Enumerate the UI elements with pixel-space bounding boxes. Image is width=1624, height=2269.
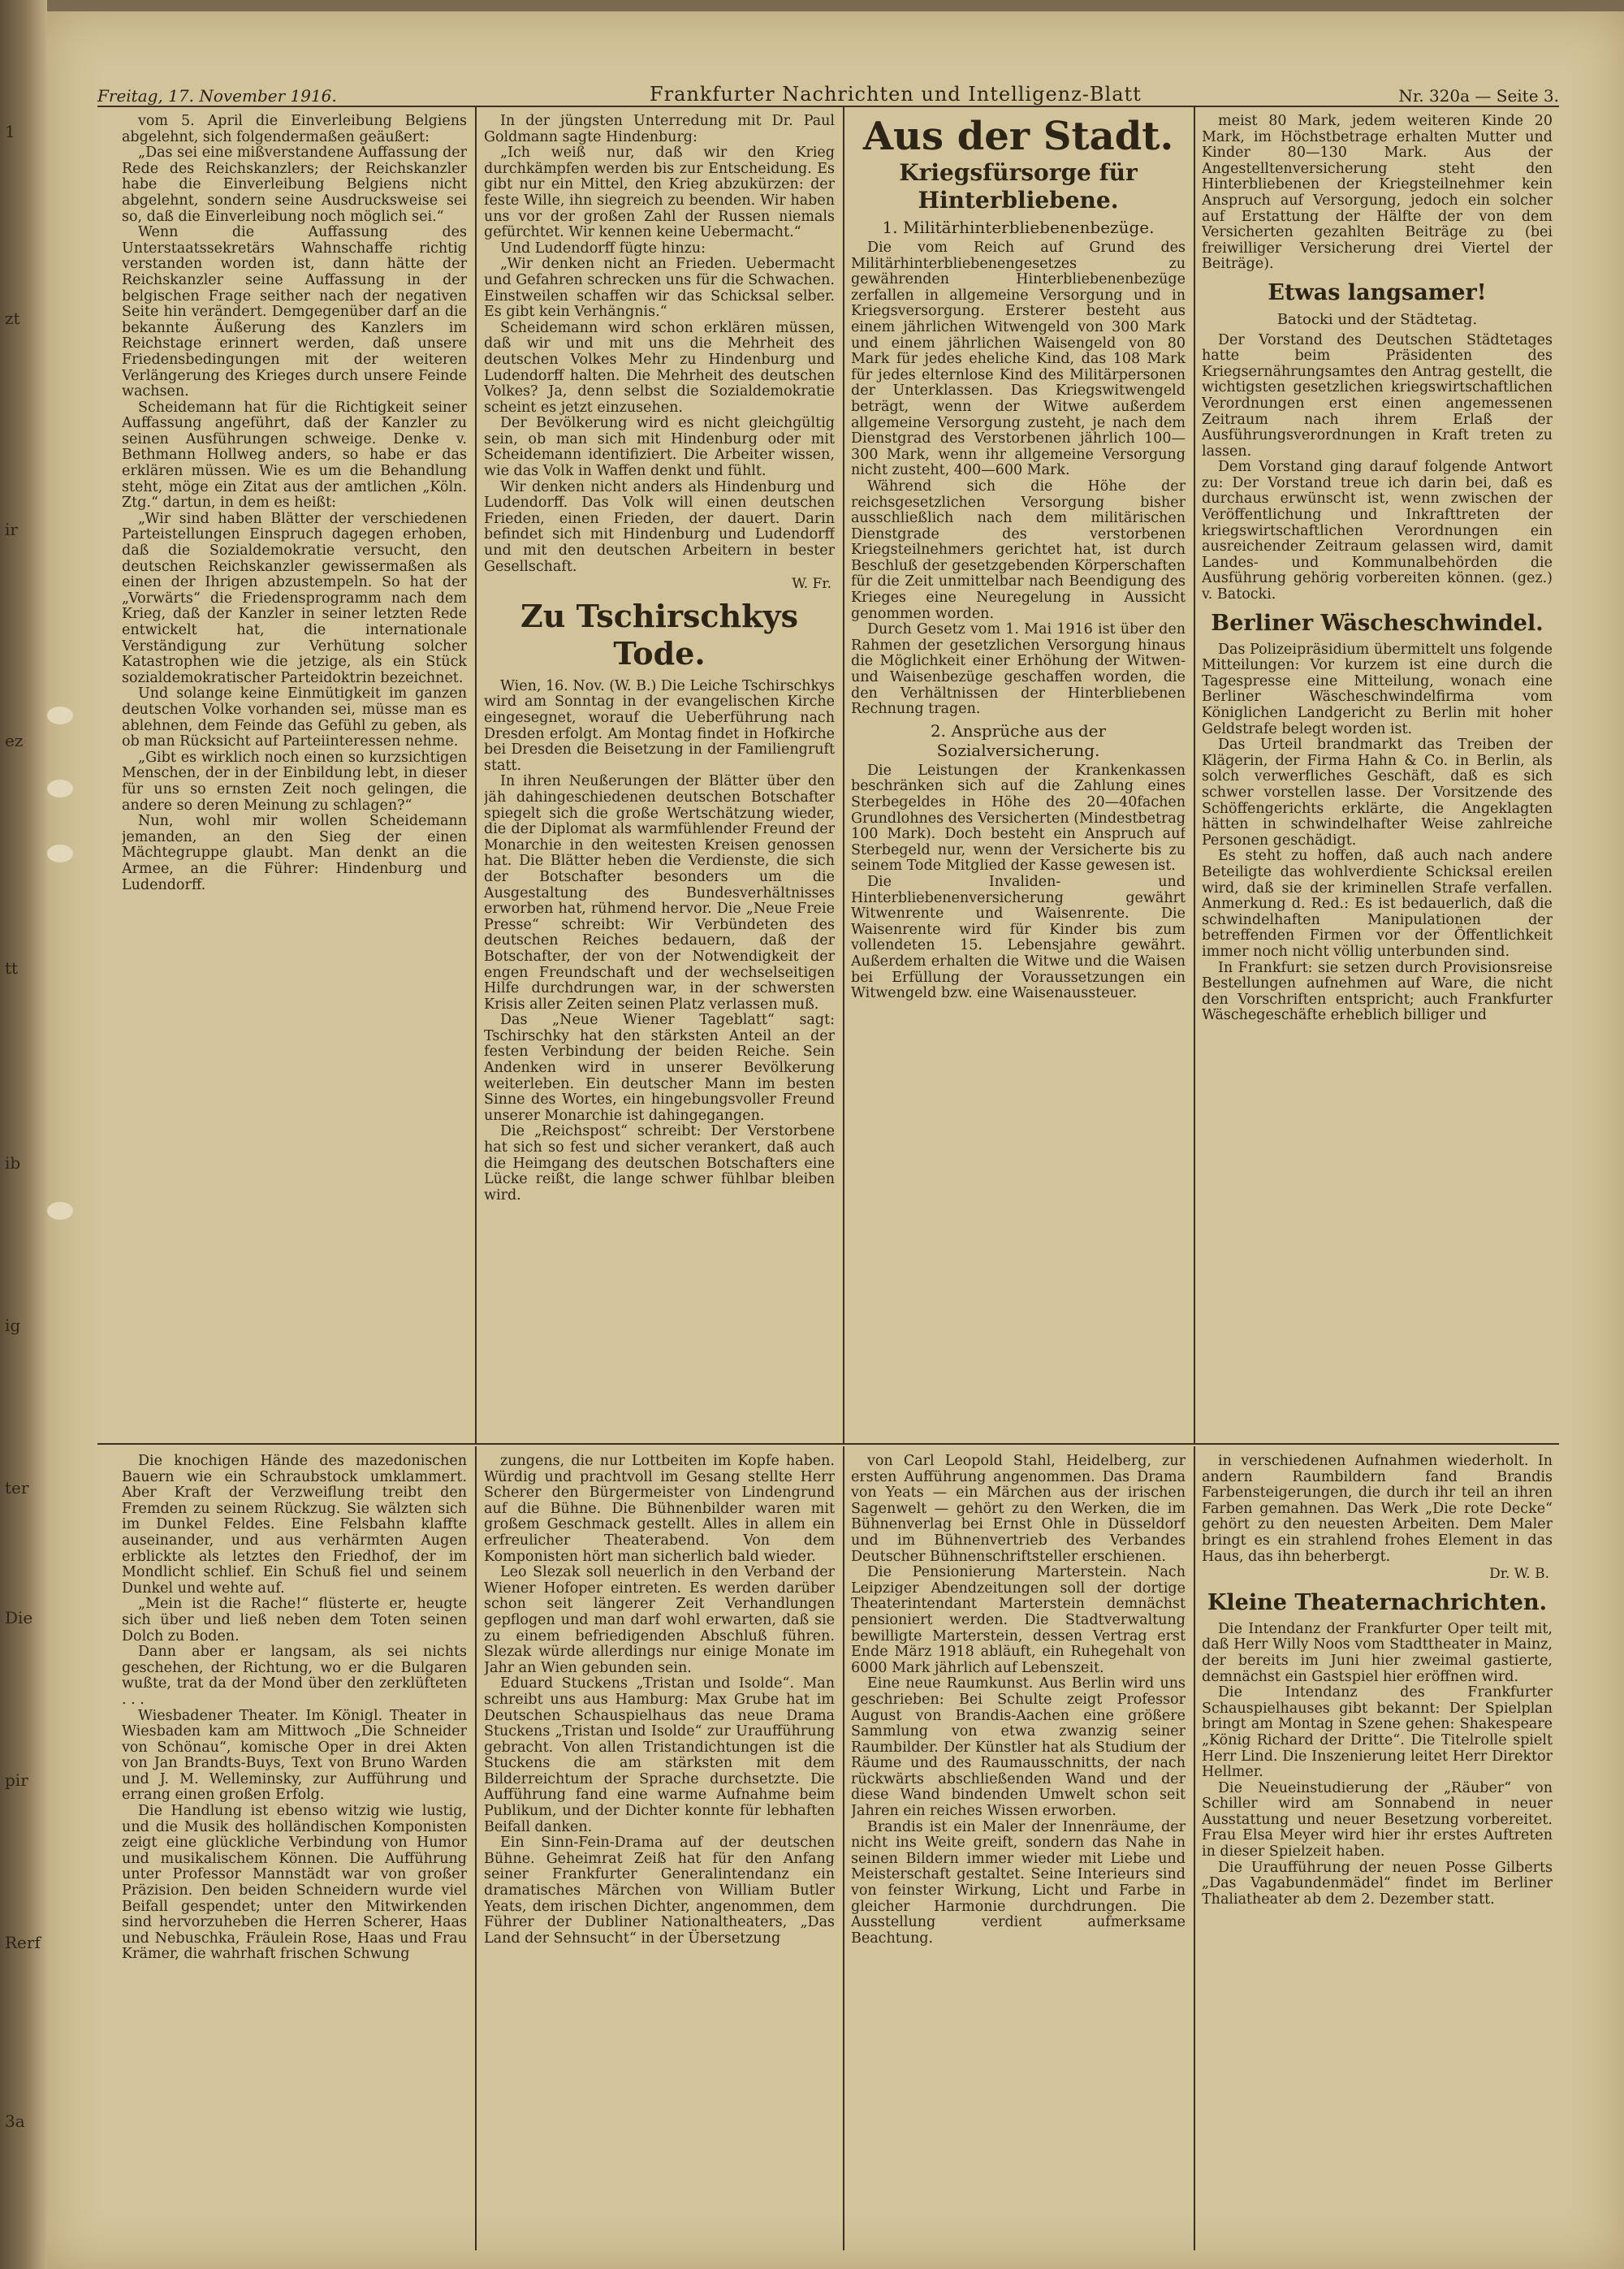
article-signature: Dr. W. B.	[1489, 1566, 1549, 1583]
header-page-number: Nr. 320a — Seite 3.	[1398, 86, 1559, 106]
paragraph: meist 80 Mark, jedem weiteren Kinde 20 Mark, im Höchstbetrage erhalten Mutter und Kinder 80—130 Mark. Aus der Angestelltenversicherung steht den Hinterbliebenen der Kriegsteilnehmer kein Anspruch auf Versorgung, jedoch ein solcher auf Erstattung der Hälfte der von dem Versicherten gezahlten Beiträge zu (bei freiwilliger Versicherung drei Viertel der Beiträge).	[1202, 114, 1553, 273]
paper-fold-mark	[47, 1202, 73, 1220]
paragraph: Die Pensionierung Marterstein. Nach Leipziger Abendzeitungen soll der dortige Theaterintendant Marterstein demnächst pensioniert werden. Die Stadtverwaltung bewilligte Marterstein, dessen Vertrag erst Ende März 1918 abläuft, ein Ruhegehalt von 6000 Mark jährlich auf Lebenszeit.	[851, 1564, 1186, 1676]
column-rule	[1194, 107, 1195, 1443]
article-signature: W. Fr.	[792, 576, 831, 593]
paragraph: Die knochigen Hände des mazedonischen Bauern wie ein Schraubstock umklammert. Aber Kraft der Verzweiflung treibt den Fremden zu seinem Rückzug. Sie wälzten sich im Dunkel Feldes. Eine Felsbahn klaffte auseinander, und aus verhärmten Augen erblickte als letztes den Friedhof, der im Mondlicht schlief. Ein Schuß fiel und seinem Dunkel und wehte auf.	[122, 1454, 467, 1597]
paragraph: in verschiedenen Aufnahmen wiederholt. In andern Raumbildern fand Brandis Farbensteigerungen, die durch ihr teil an ihren Farben gemahnen. Das Werk „Die rote Decke“ gehört zu den neuesten Arbeiten. Dem Maler bringt es ein strahlend frohes Element in das Haus, das ihn beherbergt.	[1202, 1454, 1553, 1565]
paragraph: Während sich die Höhe der reichsgesetzlichen Versorgung bisher ausschließlich nach dem militärischen Dienstgrade des verstorbenen Kriegsteilnehmers gerichtet hat, ist durch Beschluß der gesetzgebenden Körperschaften für die Zeit unmittelbar nach Beendigung des Krieges eine Neuregelung in Aussicht genommen worden.	[851, 478, 1186, 622]
paragraph: Das Urteil brandmarkt das Treiben der Klägerin, der Firma Hahn & Co. in Berlin, als solch verwerfliches Geschäft, daß es sich schwer vorstellen lasse. Der Vorsitzende des Schöffengerichts erklärte, die Angeklagten hätten in schwindelhafter Weise zahlreiche Personen geschädigt.	[1202, 737, 1553, 849]
paragraph: Die Intendanz der Frankfurter Oper teilt mit, daß Herr Willy Noos vom Stadttheater in Mainz, der bereits im Juni hier zweimal gastierte, demnächst ein Gastspiel hier eröffnen wird.	[1202, 1620, 1553, 1685]
paragraph: Wien, 16. Nov. (W. B.) Die Leiche Tschirschkys wird am Sonntag in der evangelischen Kirche eingesegnet, worauf die Ueberführung nach Dresden erfolgt. Am Montag findet in Hofkirche bei Dresden die Beisetzung in der Familiengruft statt.	[484, 677, 835, 774]
column-3	[851, 114, 1186, 1437]
paragraph: In ihren Neußerungen der Blätter über den jäh dahingeschiedenen deutschen Botschafter spiegelt sich die große Wertschätzung wieder, die der Diplomat als warmfühlender Freund der Monarchie in den weitesten Kreisen genossen hat. Die Blätter heben die Verdienste, die sich der Botschafter besonders um die Ausgestaltung des Bundesverhältnisses erworben hat, rühmend hervor. Die „Neue Freie Presse“ schreibt: Wir Verbündeten des deutschen Reiches bedauern, daß der Botschafter, der von der Notwendigkeit der engen Freundschaft und der wechselseitigen Hilfe durchdrungen war, in der schwersten Krisis aller Zeiten seinen Platz verlassen muß.	[484, 773, 835, 1013]
feuilleton-rule	[97, 1443, 1559, 1445]
paragraph: Das Polizeipräsidium übermittelt uns folgende Mitteilungen: Vor kurzem ist eine durch die Tagespresse eine Mitteilung, wonach eine Berliner Wäscheschwindelfirma vom Königlichen Landgericht zu Berlin mit hoher Geldstrafe belegt worden ist.	[1202, 641, 1553, 737]
subsection-heading: 2. Ansprüche aus der Sozialversicherung.	[930, 720, 1107, 760]
column-rule	[475, 107, 477, 1443]
paragraph: Die „Reichspost“ schreibt: Der Verstorbene hat sich so fest und sicher verankert, daß auch die Heimgang des deutschen Botschafters eine Lücke reißt, die lange schwer fühlbar bleiben wird.	[484, 1123, 835, 1204]
subsection-heading: 1. Militärhinterbliebenenbezüge.	[882, 218, 1155, 237]
paragraph: Nun, wohl mir wollen Scheidemann jemanden, an den Sieg der einen Mächtegruppe glaubt. Man denkt an die Armee, an die Führer: Hindenburg und Ludendorff.	[122, 813, 467, 893]
paper-fold-mark	[47, 845, 73, 862]
paragraph: Brandis ist ein Maler der Innenräume, der nicht ins Weite greift, sondern das Nahe in seinen Bildern immer wieder mit Liebe und Meisterschaft gestaltet. Seine Interieurs sind von feinster Wirkung, Licht und Farbe in gleicher Harmonie durchdrungen. Die Ausstellung verdient aufmerksame Beachtung.	[851, 1818, 1186, 1947]
article-headline: Kriegsfürsorge für Hinterbliebene.	[899, 159, 1138, 214]
paragraph: „Wir denken nicht an Frieden. Uebermacht und Gefahren schrecken uns für die Schwachen. Einstweilen schaffen wir das Schicksal selber. Es gibt kein Verhängnis.“	[484, 256, 835, 321]
article-headline: Etwas langsamer!	[1268, 279, 1487, 305]
paragraph: Die Uraufführung der neuen Posse Gilberts „Das Vagabundenmädel“ findet im Berliner Thaliatheater ab dem 2. Dezember statt.	[1202, 1859, 1553, 1908]
paragraph: Die Invaliden- und Hinterbliebenenversicherung gewährt Witwenrente und Waisenrente. Die Waisenrente wird für Kinder bis zum vollendeten 15. Lebensjahre gewährt. Außerdem erhalten die Witwe und die Waisen bei Erfüllung der Voraussetzungen ein Witwengeld bzw. eine Waisenaussteuer.	[851, 873, 1186, 1002]
paragraph: „Gibt es wirklich noch einen so kurzsichtigen Menschen, der in der Einbildung lebt, in dieser für uns so ernsten Zeit noch gelingen, die andere so deren Meinung zu schlagen?“	[122, 749, 467, 814]
section-headline: Aus der Stadt.	[862, 114, 1174, 159]
stub-text: ib	[5, 1153, 21, 1173]
paragraph: Scheidemann wird schon erklären müssen, daß wir und mit uns die Mehrheit des deutschen Volkes Mehr zu Hindenburg und Ludendorff halten. Die Mehrheit des deutschen Volkes? Ja, denn selbst die Sozialdemokratie scheint es jetzt einzusehen.	[484, 319, 835, 416]
stub-text: zt	[5, 309, 20, 328]
paper-fold-mark	[47, 707, 73, 724]
article-subheadline: Batocki und der Städtetag.	[1276, 310, 1478, 328]
paragraph: Scheidemann hat für die Richtigkeit seiner Auffassung angeführt, daß der Kanzler zu seinen Ausführungen schweige. Denke v. Bethmann Hollweg anders, so habe er das erklären müssen. Wie es um die Behandlung steht, möge ein Zitat aus der amtlichen „Köln. Ztg.“ dartun, in dem es heißt:	[122, 399, 467, 512]
header-masthead: Frankfurter Nachrichten und Intelligenz-Blatt	[650, 83, 1142, 106]
page-header	[97, 80, 1559, 112]
paragraph: Wiesbadener Theater. Im Königl. Theater in Wiesbaden kam am Mittwoch „Die Schneider von Schönau“, komische Oper in drei Akten von Jan Brandts-Buys, Text von Bruno Warden und J. M. Welleminsky, zur Aufführung und errang einen großen Erfolg.	[122, 1707, 467, 1804]
stub-text: ir	[5, 520, 18, 539]
paragraph: Ein Sinn-Fein-Drama auf der deutschen Bühne. Geheimrat Zeiß hat für den Anfang seiner Frankfurter Generalintendanz ein dramatisches Märchen von William Butler Yeats, dem irischen Dichter, angenommen, dem Führer der Dubliner Nationaltheaters, „Das Land der Sehnsucht“ in der Übersetzung	[484, 1835, 835, 1947]
paragraph: Leo Slezak soll neuerlich in den Verband der Wiener Hofoper eintreten. Es werden darüber schon seit längerer Zeit Verhandlungen gepflogen und man darf wohl erwarten, daß sie zu einem befriedigenden Abschluß führen. Slezak würde allerdings nur einige Monate im Jahr an Wien gebunden sein.	[484, 1564, 835, 1676]
stub-text: 3a	[5, 2111, 25, 2131]
paragraph: „Das sei eine mißverstandene Auffassung der Rede des Reichskanzlers; der Reichskanzler habe die Einverleibung Belgiens nicht abgelehnt, sondern seine Ausdrucksweise sei so, daß die Einverleibung noch möglich sei.“	[122, 145, 467, 225]
article-headline: Berliner Wäscheschwindel.	[1211, 610, 1544, 636]
paragraph: zungens, die nur Lottbeiten im Kopfe haben. Würdig und prachtvoll im Gesang stellte Herr Scherer den Bürgermeister von Lindengrund auf die Bühne. Die Bühnenbilder waren mit großem Geschmack gestellt. Alles in allem ein erfreulicher Theaterabend. Von dem Komponisten hört man sicherlich bald wieder.	[484, 1454, 835, 1565]
paragraph: vom 5. April die Einverleibung Belgiens abgelehnt, sich folgendermaßen geäußert:	[122, 114, 467, 145]
paragraph: Die Neueinstudierung der „Räuber“ von Schiller wird am Sonnabend in neuer Ausstattung und neuer Besetzung vorbereitet. Frau Elsa Meyer wird hier ihr erstes Auftreten in dieser Spielzeit haben.	[1202, 1779, 1553, 1861]
paragraph: Die Intendanz des Frankfurter Schauspielhauses gibt bekannt: Der Spielplan bringt am Montag in Szene gehen: Shakespeare „König Richard der Dritte“. Die Titelrolle spielt Herr Lind. Die Inszenierung leitet Herr Direktor Hellmer.	[1202, 1684, 1553, 1781]
feuilleton-column-1	[122, 1454, 467, 2245]
stub-text: tt	[5, 958, 19, 978]
paragraph: Der Bevölkerung wird es nicht gleichgültig sein, ob man sich mit Hindenburg oder mit Scheidemann identifiziert. Die Arbeiter wissen, wie das Volk in Waffen denkt und fühlt.	[484, 415, 835, 480]
header-rule	[97, 106, 1559, 107]
stub-text: Rerf	[5, 1933, 41, 1952]
paragraph: Wenn die Auffassung des Unterstaatssekretärs Wahnschaffe richtig verstanden worden ist, dann hätte der Reichskanzler seine Auffassung in der belgischen Frage seither nach der negativen Seite hin verändert. Demgegenüber darf an die bekannte Äußerung des Kanzlers im Reichstage erinnert werden, daß unsere Friedensbedingungen mit der weiteren Verlängerung des Krieges durch unsere Feinde wachsen.	[122, 224, 467, 400]
stub-text: ig	[5, 1316, 21, 1335]
stub-text: ez	[5, 731, 24, 750]
stub-text: pir	[5, 1770, 28, 1790]
column-1	[122, 114, 467, 1437]
paragraph: Die vom Reich auf Grund des Militärhinterbliebenengesetzes zu gewährenden Hinterbliebenenbezüge zerfallen in allgemeine Versorgung und in Kriegsversorgung. Ersterer besteht aus einem jährlichen Witwengeld von 300 Mark und einem jährlichen Waisengeld von 80 Mark für jedes eheliche Kind, das 108 Mark für jedes elternlose Kind des Militärpersonen der Unterklassen. Das Kriegswitwengeld beträgt, wenn der Witwe außerdem allgemeine Versorgung zusteht, je nach dem Dienstgrad des Verstorbenen jährlich 100—300 Mark, wenn ihr allgemeine Versorgung nicht zusteht, 400—600 Mark.	[851, 240, 1186, 479]
column-rule	[475, 1446, 477, 2250]
paragraph: „Ich weiß nur, daß wir den Krieg durchkämpfen werden bis zur Entscheidung. Es gibt nur ein Mittel, den Krieg abzukürzen: der feste Wille, ihn siegreich zu beenden. Wir haben uns vor der großen Zahl der Russen niemals gefürchtet. Wir kennen keine Uebermacht.“	[484, 145, 835, 241]
header-date: Freitag, 17. November 1916.	[97, 86, 337, 106]
stub-text: 1	[5, 122, 15, 141]
paper-fold-mark	[47, 780, 73, 797]
paragraph: In Frankfurt: sie setzen durch Provisionsreise Bestellungen aufnehmen auf Ware, die nicht den Vorschriften entspricht; auch Frankfurter Wäschegeschäfte erheblich billiger und	[1202, 959, 1553, 1024]
paragraph: Dann aber er langsam, als sei nichts geschehen, der Richtung, wo er die Bulgaren wußte, trat da der Mond über den zerklüfteten . . .	[122, 1644, 467, 1708]
paragraph: Eduard Stuckens „Tristan und Isolde“. Man schreibt uns aus Hamburg: Max Grube hat im Deutschen Schauspielhaus das neue Drama Stuckens „Tristan und Isolde“ zur Uraufführung gebracht. Von allen Tristandichtungen ist die Stuckens die am stärksten mit dem Bilderreichtum der Sprache durchsetzte. Die Aufführung fand eine warme Aufnahme beim Publikum, und der Dichter konnte für lebhaften Beifall danken.	[484, 1675, 835, 1835]
paragraph: In der jüngsten Unterredung mit Dr. Paul Goldmann sagte Hindenburg:	[484, 114, 835, 145]
paragraph: Wir denken nicht anders als Hindenburg und Ludendorff. Das Volk will einen deutschen Frieden, einen Frieden, der dauert. Darin befindet sich mit Hindenburg und Ludendorff und mit den deutschen Arbeitern in bester Gesellschaft.	[484, 478, 835, 575]
paragraph: von Carl Leopold Stahl, Heidelberg, zur ersten Aufführung angenommen. Das Drama von Yeats — ein Märchen aus der irischen Sagenwelt — gehört zu den Werken, die im Bühnenverlag bei Ernst Ohle in Düsseldorf und im Bühnenvertrieb des Verbandes Deutscher Bühnenschriftsteller erschienen.	[851, 1454, 1186, 1565]
paragraph: Und solange keine Einmütigkeit im ganzen deutschen Volke vorhanden sei, müsse man es ablehnen, dem Feinde das Gefühl zu geben, als ob man Rücksicht auf Parteiinteressen nehme.	[122, 685, 467, 750]
article-headline: Zu Tschirschkys Tode.	[520, 597, 798, 672]
column-4	[1202, 114, 1553, 1437]
paragraph: Eine neue Raumkunst. Aus Berlin wird uns geschrieben: Bei Schulte zeigt Professor August von Brandis-Aachen eine größere Sammlung von etwa zwanzig seiner Raumbilder. Der Künstler hat als Studium der Räume und des Raumausschnitts, der nach rückwärts abschließenden Wand und der diese Wand bindenden Umwelt schon seit Jahren ein reiches Wissen erworben.	[851, 1675, 1186, 1820]
page-gutter	[0, 0, 47, 2269]
paragraph: Durch Gesetz vom 1. Mai 1916 ist über den Rahmen der gesetzlichen Versorgung hinaus die Möglichkeit einer Erhöhung der Witwen- und Waisenbezüge geschaffen worden, die den Verhältnissen der Hinterbliebenen Rechnung tragen.	[851, 621, 1186, 718]
paragraph: Dem Vorstand ging darauf folgende Antwort zu: Der Vorstand treue ich darin bei, daß es durchaus erwünscht ist, wenn zwischen der Veröffentlichung und Inkrafttreten der kriegswirtschaftlichen Verordnungen ein ausreichender Zeitraum gelassen wird, damit Landes- und Kommunalbehörden die Ausführung gehörig vorbereiten können. (gez.) v. Batocki.	[1202, 459, 1553, 603]
paragraph: Es steht zu hoffen, daß auch nach andere Beteiligte das wohlverdiente Schicksal ereilen wird, daß sie der kriminellen Strafe verfallen. Anmerkung d. Red.: Es ist bedauerlich, daß die schwindelhaften Manipulationen der betreffenden Firmen vor der Öffentlichkeit immer noch nicht völlig unterbunden sind.	[1202, 848, 1553, 960]
paragraph: Die Leistungen der Krankenkassen beschränken sich auf die Zahlung eines Sterbegeldes in Höhe des 20—40fachen Grundlohnes des Versicherten (Mindestbetrag 100 Mark). Doch besteht ein Anspruch auf Sterbegeld nur, wenn der Versicherte bis zu seinem Tode Mitglied der Kasse gewesen ist.	[851, 762, 1186, 875]
feuilleton-column-4	[1202, 1454, 1553, 2245]
feuilleton-column-3	[851, 1454, 1186, 2245]
paragraph: Die Handlung ist ebenso witzig wie lustig, und die Musik des holländischen Komponisten zeigt eine glückliche Verbindung von Humor und musikalischem Können. Die Aufführung unter Professor Mannstädt war von großer Präzision. Den beiden Schneidern wurde viel Beifall gespendet; unter den Mitwirkenden sind hervorzuheben die Herren Scherer, Haas und Nebuschka, Fräulein Rose, Haas und Frau Krämer, die wahrhaft frischen Schwung	[122, 1803, 467, 1963]
column-rule	[1194, 1446, 1195, 2250]
column-rule	[843, 1446, 844, 2250]
column-rule	[843, 107, 844, 1443]
stub-text: ter	[5, 1478, 29, 1498]
stub-text: Die	[5, 1608, 33, 1627]
feuilleton-column-2	[484, 1454, 835, 2245]
paragraph: Der Vorstand des Deutschen Städtetages hatte beim Präsidenten des Kriegsernährungsamtes den Antrag gestellt, die wichtigsten gesetzlichen kriegswirtschaftlichen Verordnungen erst einen angemessenen Zeitraum nach ihrem Erlaß der Ausführungsverordnungen in Kraft treten zu lassen.	[1202, 331, 1553, 460]
paragraph: „Wir sind haben Blätter der verschiedenen Parteistellungen Einspruch dagegen erhoben, daß die Sozialdemokratie versucht, den deutschen Reichskanzler gewissermaßen als einen der Ihrigen abzustempeln. So hat der „Vorwärts“ die Friedensprogramm nach dem Krieg, daß der Kanzler in seiner letzten Rede entwickelt hat, die internationale Verständigung zur Verhütung solcher Katastrophen wie die jetzige, als ein Stück sozialdemokratischer Parteidoktrin bezeichnet.	[122, 510, 467, 686]
column-2	[484, 114, 835, 1437]
paragraph: Das „Neue Wiener Tageblatt“ sagt: Tschirschky hat den stärksten Anteil an der festen Verbindung der beiden Reiche. Sein Andenken wird in unserer Bevölkerung weiterleben. Ein deutscher Mann im besten Sinne des Wortes, ein hingebungsvoller Freund unserer Monarchie ist dahingegangen.	[484, 1012, 835, 1124]
paragraph: Und Ludendorff fügte hinzu:	[500, 240, 706, 257]
paragraph: „Mein ist die Rache!“ flüsterte er, heugte sich über und ließ neben dem Toten seinen Dolch zu Boden.	[122, 1596, 467, 1644]
article-headline: Kleine Theaternachrichten.	[1207, 1589, 1548, 1615]
